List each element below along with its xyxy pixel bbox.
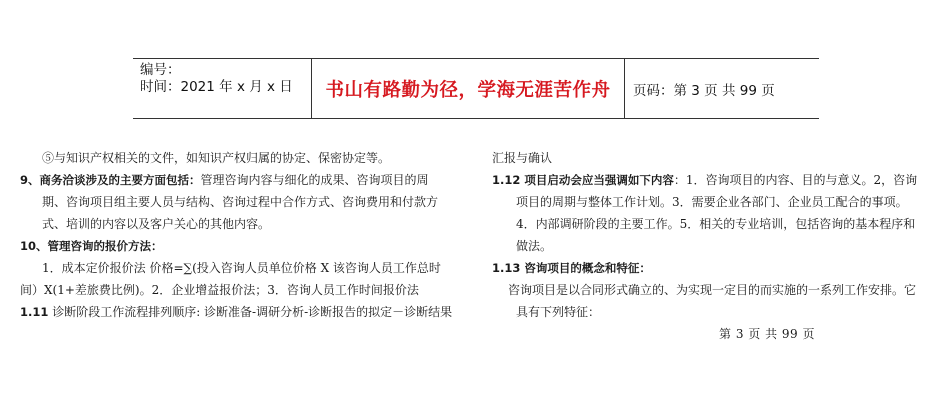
- paragraph-1-11: [20, 301, 475, 323]
- header-motto-cell: [311, 59, 625, 118]
- text-1-12a: ：1．咨询项目的内容、目的与意义。2，咨询: [673, 173, 918, 187]
- page-header: [133, 58, 819, 119]
- left-column: [20, 147, 475, 323]
- doc-time-label: 时间：2021 年 x 月 x 日: [140, 79, 293, 95]
- paragraph-1-12: [492, 169, 937, 191]
- text-10b: 间）X(1+差旅费比例)。2．企业增益报价法；3．咨询人员工作时间报价法: [20, 283, 419, 297]
- text-report-confirm: 汇报与确认: [492, 151, 553, 165]
- text-9b: 期、咨询项目组主要人员与结构、咨询过程中合作方式、咨询费用和付款方: [42, 195, 439, 209]
- motto-text: 书山有路勤为径，学海无涯苦作舟: [325, 79, 611, 101]
- header-page-number: 页码：第 3 页 共 99 页: [633, 82, 775, 99]
- text-1-12b: 项目的周期与整体工作计划。3．需要企业各部门、企业员工配合的事项。: [516, 195, 908, 209]
- heading-1-12: 1.12 项目启动会应当强调如下内容: [492, 173, 674, 187]
- paragraph-ip-docs: ⑤与知识产权相关的文件，如知识产权归属的协定、保密协定等。: [42, 151, 391, 165]
- doc-number-label: 编号：: [140, 62, 181, 78]
- heading-9: 9、商务洽谈涉及的主要方面包括：: [20, 173, 201, 187]
- heading-10: 10、管理咨询的报价方法：: [20, 239, 163, 253]
- paragraph-negotiation: [20, 169, 475, 191]
- header-meta: [140, 62, 293, 96]
- heading-1-11: 1.11: [20, 305, 49, 319]
- text-1-11: 诊断阶段工作流程排列顺序: 诊断准备-调研分析-诊断报告的拟定－诊断结果: [48, 305, 453, 319]
- text-9c: 式、培训的内容以及客户关心的其他内容。: [42, 217, 271, 231]
- text-1-12c: 4．内部调研阶段的主要工作。5．相关的专业培训，包括咨询的基本程序和: [516, 217, 916, 231]
- text-1-13b: 具有下列特征：: [516, 305, 601, 319]
- page-footer: 第 3 页 共 99 页: [719, 327, 815, 341]
- right-column: [492, 147, 937, 323]
- text-1-13a: 咨询项目是以合同形式确立的、为实现一定目的而实施的一系列工作安排。它: [508, 283, 917, 297]
- text-10a: 1．成本定价报价法 价格=∑(投入咨询人员单位价格 X 该咨询人员工作总时: [42, 261, 441, 275]
- text-1-12d: 做法。: [516, 239, 553, 253]
- heading-1-13: 1.13 咨询项目的概念和特征：: [492, 261, 651, 275]
- text-9a: 管理咨询内容与细化的成果、咨询项目的周: [200, 173, 429, 187]
